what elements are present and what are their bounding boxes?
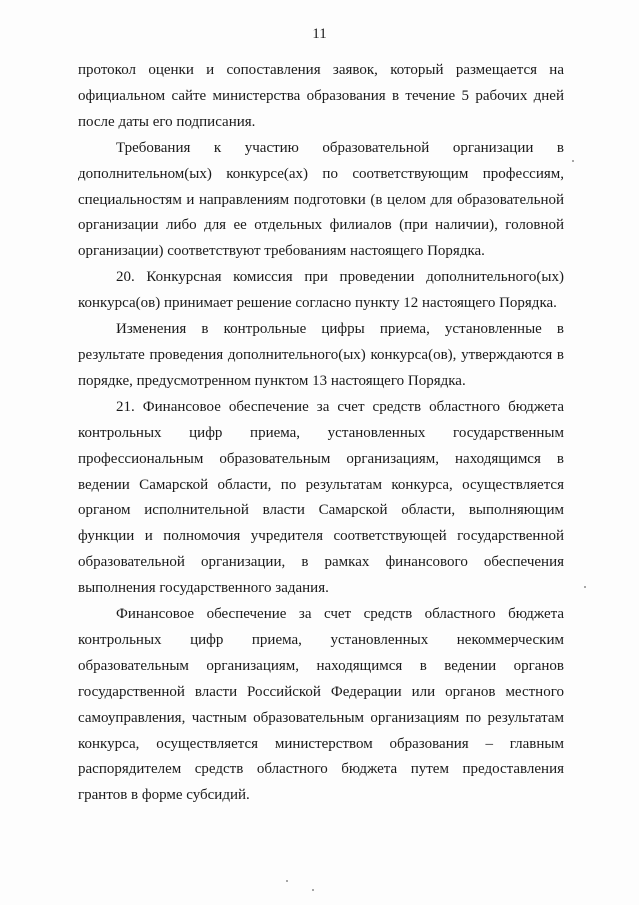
scan-speck (286, 880, 288, 882)
paragraph-participation-requirements: Требования к участию образовательной организации в дополнительном(ых) конкурсе(ах) по соответствующим профессиям, специальностям и направлениям подготовки (в целом для образовательной организации либо для ее отдельных филиалов (при наличии), головной организации) соответствуют требованиям настоящего Порядка. (78, 139, 564, 260)
scan-speck (584, 586, 586, 588)
paragraph-item-20: 20. Конкурсная комиссия при проведении дополнительного(ых) конкурса(ов) принимает решение согласно пункту 12 настоящего Порядка. (78, 269, 564, 312)
paragraph-item-21: 21. Финансовое обеспечение за счет средств областного бюджета контрольных цифр приема, установленных государственным профессиональным образовательным организациям, находящимся в ведении Самарской области, по результатам конкурса, осуществляется органом исполнительной власти Самарской области, выполняющим функции и полномочия учредителя соответствующей государственной образовательной организации, в рамках финансового обеспечения выполнения государственного задания. (78, 398, 564, 597)
paragraph-grant-financing: Финансовое обеспечение за счет средств областного бюджета контрольных цифр приема, установленных некоммерческим образовательным организациям, находящимся в ведении органов государственной власти Российской Федерации или органов местного самоуправления, частным образовательным организациям по результатам конкурса, осуществляется министерством образования – главным распорядителем средств областного бюджета путем предоставления грантов в форме субсидий. (78, 606, 564, 804)
paragraph-admission-changes: Изменения в контрольные цифры приема, установленные в результате проведения дополнительного(ых) конкурса(ов), утверждаются в порядке, предусмотренном пунктом 13 настоящего Порядка. (78, 321, 564, 389)
scan-speck (312, 889, 314, 891)
document-body (78, 58, 564, 809)
page-number: 11 (312, 26, 327, 42)
paragraph-protocol-continuation: протокол оценки и сопоставления заявок, который размещается на официальном сайте министерства образования в течение 5 рабочих дней после даты его подписания. (78, 62, 564, 130)
scan-speck (572, 160, 574, 162)
